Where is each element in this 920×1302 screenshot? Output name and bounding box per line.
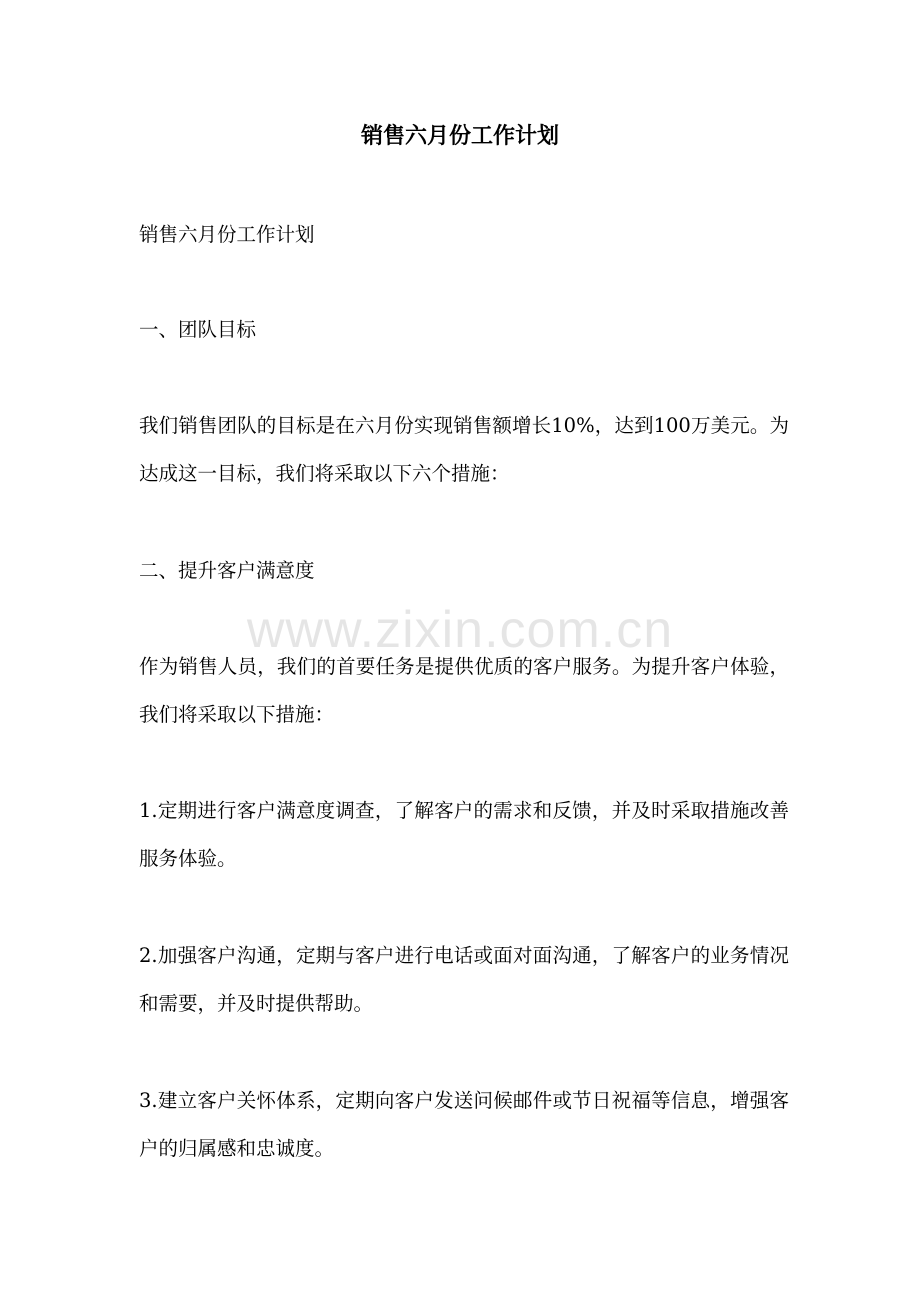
section-heading-team-goal: 一、团队目标: [139, 318, 257, 341]
watermark: www.zixin.com.cn: [246, 601, 674, 659]
list-item-communication: 2.加强客户沟通，定期与客户进行电话或面对面沟通，了解客户的业务情况和需要，并及时提供帮助。: [139, 944, 789, 1015]
document-title: 销售六月份工作计划: [360, 123, 559, 149]
section-intro-customer-satisfaction: 作为销售人员，我们的首要任务是提供优质的客户服务。为提升客户体验，我们将采取以下措施：: [139, 655, 789, 726]
section-body-team-goal: 我们销售团队的目标是在六月份实现销售额增长10%，达到100万美元。为达成这一目标，我们将采取以下六个措施：: [139, 414, 789, 485]
document-subtitle: 销售六月份工作计划: [139, 223, 315, 246]
list-item-customer-care: 3.建立客户关怀体系，定期向客户发送问候邮件或节日祝福等信息，增强客户的归属感和忠诚度。: [139, 1089, 789, 1160]
section-heading-customer-satisfaction: 二、提升客户满意度: [139, 559, 315, 582]
list-item-survey: 1.定期进行客户满意度调查，了解客户的需求和反馈，并及时采取措施改善服务体验。: [139, 799, 789, 870]
